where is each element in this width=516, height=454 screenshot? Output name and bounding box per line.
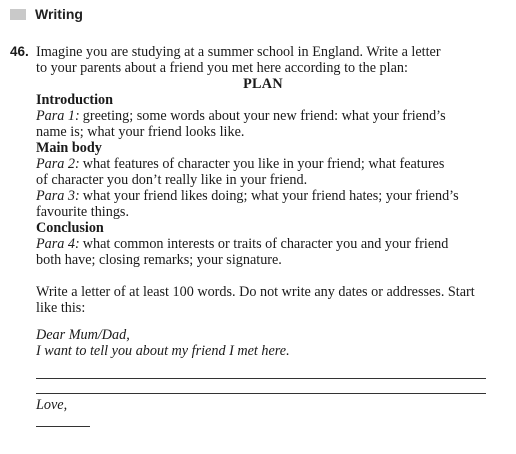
plan-title: PLAN xyxy=(243,76,283,92)
para-1-label: Para 1: xyxy=(36,108,80,124)
para-1-text: greeting; some words about your new friend: what your friend’s xyxy=(82,108,446,124)
task-number: 46. xyxy=(10,44,29,59)
para-2 xyxy=(36,156,490,172)
letter-closing: Love, xyxy=(36,397,68,413)
para-4-label: Para 4: xyxy=(36,236,80,252)
instruction-line: Write a letter of at least 100 words. Do not write any dates or addresses. Start xyxy=(36,284,475,300)
letter-opening: I want to tell you about my friend I met here. xyxy=(36,343,290,359)
para-2-text-cont: of character you don’t really like in your friend. xyxy=(36,172,308,188)
para-3 xyxy=(36,188,490,204)
signature-line[interactable] xyxy=(36,426,90,427)
task-intro-line: to your parents about a friend you met here according to the plan: xyxy=(36,60,408,76)
conclusion-heading: Conclusion xyxy=(36,220,104,236)
para-3-label: Para 3: xyxy=(36,188,80,204)
para-4-text: what common interests or traits of character you and your friend xyxy=(82,236,449,252)
task-body xyxy=(36,44,490,359)
writing-task xyxy=(10,44,490,359)
para-4-text-cont: both have; closing remarks; your signature. xyxy=(36,252,282,268)
letter-greeting: Dear Mum/Dad, xyxy=(36,327,130,343)
spacer xyxy=(36,316,490,327)
section-header xyxy=(10,6,83,22)
answer-line[interactable] xyxy=(36,393,486,394)
introduction-heading: Introduction xyxy=(36,92,113,108)
para-2-label: Para 2: xyxy=(36,156,80,172)
para-1 xyxy=(36,108,490,124)
para-2-text: what features of character you like in your friend; what features xyxy=(82,156,445,172)
instruction-line: like this: xyxy=(36,300,86,316)
section-title: Writing xyxy=(35,6,83,22)
para-1-text-cont: name is; what your friend looks like. xyxy=(36,124,245,140)
main-body-heading: Main body xyxy=(36,140,102,156)
para-3-text-cont: favourite things. xyxy=(36,204,129,220)
para-4 xyxy=(36,236,490,252)
section-marker xyxy=(10,9,26,20)
answer-line[interactable] xyxy=(36,378,486,379)
task-intro-line: Imagine you are studying at a summer school in England. Write a letter xyxy=(36,44,441,60)
para-3-text: what your friend likes doing; what your friend hates; your friend’s xyxy=(82,188,459,204)
spacer xyxy=(36,268,490,284)
